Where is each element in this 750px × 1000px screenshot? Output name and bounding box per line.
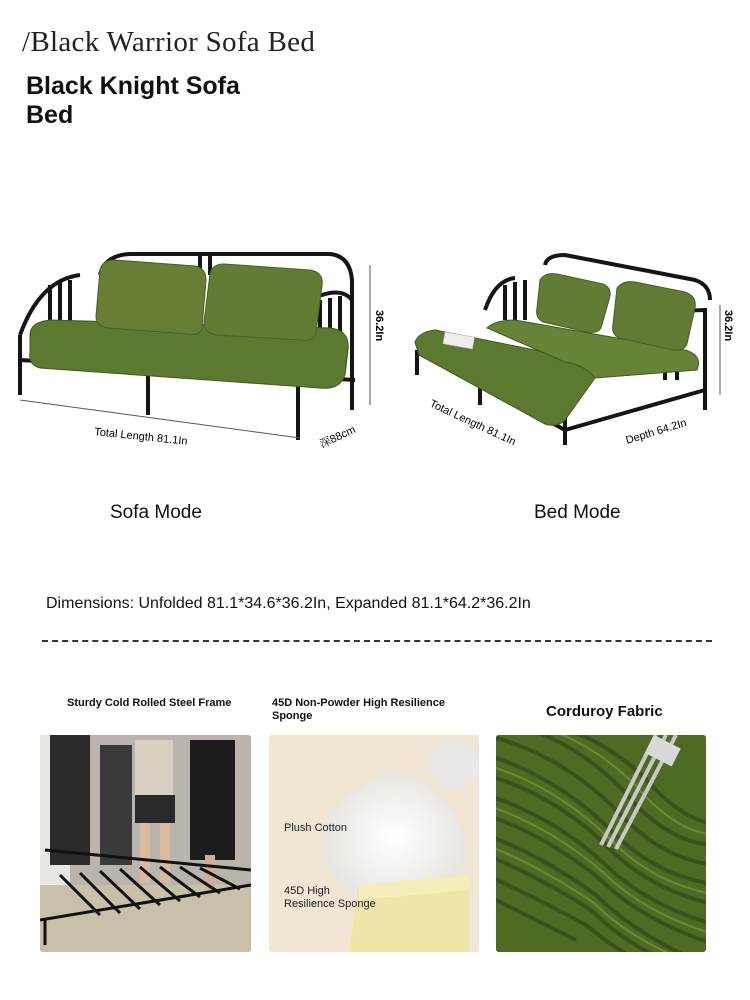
sofa-height-label: 36.2In — [373, 310, 385, 342]
sofa-back-cushion-right — [204, 264, 322, 340]
feature-label-sponge: 45D Non-Powder High Resilience Sponge — [272, 697, 445, 722]
callout-sponge — [284, 885, 376, 911]
callout-plush-cotton: Plush Cotton — [284, 822, 347, 834]
bed-depth-label: Depth 64.2In — [624, 416, 689, 447]
sofa-length-label: Total Length 81.1In — [93, 426, 189, 448]
sofa-mode-label: Sofa Mode — [110, 502, 202, 523]
bed-mode-illustration — [405, 250, 745, 460]
sponge-scene — [269, 735, 479, 952]
product-subtitle: /Black Warrior Sofa Bed — [22, 26, 316, 58]
bed-back-cushion-left — [537, 274, 611, 333]
product-title: Black Knight Sofa Bed — [26, 72, 240, 129]
dimensions-text: Dimensions: Unfolded 81.1*34.6*36.2In, Expanded 81.1*64.2*36.2In — [46, 595, 531, 612]
feature-label-steel-frame: Sturdy Cold Rolled Steel Frame — [67, 697, 232, 709]
sponge-photo — [269, 735, 479, 952]
corduroy-scene — [496, 735, 706, 952]
sofa-mode-illustration — [10, 240, 390, 460]
sofa-back-cushion-left — [96, 260, 206, 334]
bed-length-label: Total Length 81.1In — [427, 397, 518, 449]
bed-height-label: 36.2In — [722, 310, 734, 342]
sofa-depth-label: 深88cm — [318, 423, 358, 451]
corduroy-photo — [496, 735, 706, 952]
steel-frame-photo — [40, 735, 251, 952]
steel-frame-scene — [40, 735, 251, 952]
callout-sponge-line2: Resilience Sponge — [284, 898, 376, 910]
callout-sponge-line1: 45D High — [284, 885, 330, 897]
bed-mode-label: Bed Mode — [534, 502, 621, 523]
feature-label-corduroy: Corduroy Fabric — [546, 703, 663, 720]
section-divider — [42, 640, 712, 642]
